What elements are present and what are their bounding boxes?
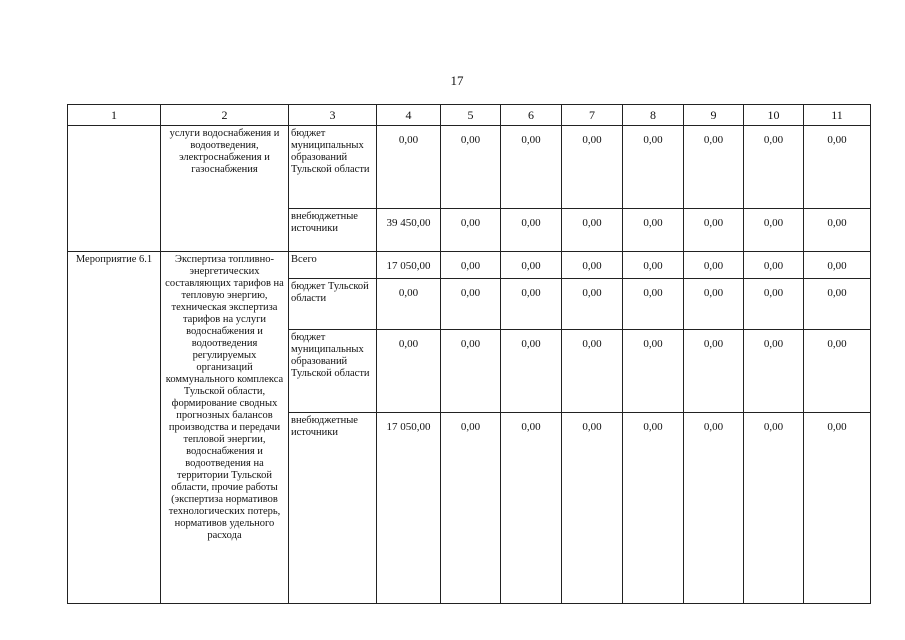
table-row xyxy=(68,252,871,279)
value-cell: 0,00 xyxy=(684,330,744,413)
value-cell: 0,00 xyxy=(684,209,744,252)
value-cell: 0,00 xyxy=(441,209,501,252)
table-row xyxy=(68,126,871,209)
funding-table xyxy=(67,104,871,604)
value-cell: 0,00 xyxy=(562,330,623,413)
value-cell: 0,00 xyxy=(377,279,441,330)
column-number-cell: 6 xyxy=(501,105,562,126)
description-cell: Экспертиза топливно-энергетических составляющих тарифов на тепловую энергию, техническая экспертиза тарифов на услуги водоснабжения и водоотведения регулируемых организаций коммунального комплекса Тульской области, формирование сводных прогнозных балансов производства и передачи тепловой энергии, водоснабжения и водоотведения на территории Тульской области, прочие работы (экспертиза нормативов технологических потерь, нормативов удельного расхода xyxy=(161,252,289,604)
column-number-cell: 5 xyxy=(441,105,501,126)
column-number-cell: 10 xyxy=(744,105,804,126)
funding-source-cell: бюджет муниципальных образований Тульской области xyxy=(289,330,377,413)
value-cell: 0,00 xyxy=(623,330,684,413)
funding-source-cell: внебюджетные источники xyxy=(289,413,377,604)
column-number-cell: 4 xyxy=(377,105,441,126)
value-cell: 0,00 xyxy=(744,279,804,330)
value-cell: 0,00 xyxy=(562,252,623,279)
value-cell: 0,00 xyxy=(804,252,871,279)
value-cell: 0,00 xyxy=(804,126,871,209)
value-cell: 0,00 xyxy=(501,330,562,413)
value-cell: 0,00 xyxy=(501,126,562,209)
column-number-cell: 3 xyxy=(289,105,377,126)
column-number-cell: 2 xyxy=(161,105,289,126)
value-cell: 0,00 xyxy=(804,413,871,604)
value-cell: 0,00 xyxy=(562,279,623,330)
value-cell: 0,00 xyxy=(441,279,501,330)
value-cell: 0,00 xyxy=(501,209,562,252)
funding-source-cell: Всего xyxy=(289,252,377,279)
value-cell: 17 050,00 xyxy=(377,413,441,604)
value-cell: 0,00 xyxy=(377,330,441,413)
value-cell: 0,00 xyxy=(562,126,623,209)
page-number: 17 xyxy=(450,73,464,88)
value-cell: 0,00 xyxy=(501,279,562,330)
column-number-cell: 9 xyxy=(684,105,744,126)
value-cell: 0,00 xyxy=(744,126,804,209)
funding-source-cell: внебюджетные источники xyxy=(289,209,377,252)
funding-source-cell: бюджет муниципальных образований Тульской области xyxy=(289,126,377,209)
column-number-cell: 8 xyxy=(623,105,684,126)
value-cell: 0,00 xyxy=(684,413,744,604)
value-cell: 0,00 xyxy=(623,252,684,279)
column-number-cell: 11 xyxy=(804,105,871,126)
value-cell: 0,00 xyxy=(623,126,684,209)
value-cell: 0,00 xyxy=(804,330,871,413)
value-cell: 0,00 xyxy=(562,209,623,252)
value-cell: 0,00 xyxy=(804,209,871,252)
value-cell: 0,00 xyxy=(562,413,623,604)
description-cell: услуги водоснабжения и водоотведения, электроснабжения и газоснабжения xyxy=(161,126,289,252)
value-cell: 0,00 xyxy=(501,413,562,604)
value-cell: 0,00 xyxy=(441,330,501,413)
value-cell: 0,00 xyxy=(744,413,804,604)
value-cell: 0,00 xyxy=(744,330,804,413)
column-number-cell: 7 xyxy=(562,105,623,126)
event-cell xyxy=(68,126,161,252)
value-cell: 0,00 xyxy=(623,413,684,604)
value-cell: 0,00 xyxy=(623,279,684,330)
value-cell: 39 450,00 xyxy=(377,209,441,252)
column-number-cell: 1 xyxy=(68,105,161,126)
value-cell: 0,00 xyxy=(441,413,501,604)
header-row xyxy=(68,105,871,126)
value-cell: 0,00 xyxy=(501,252,562,279)
value-cell: 0,00 xyxy=(441,126,501,209)
value-cell: 0,00 xyxy=(804,279,871,330)
value-cell: 0,00 xyxy=(377,126,441,209)
event-cell: Мероприятие 6.1 xyxy=(68,252,161,604)
value-cell: 0,00 xyxy=(744,252,804,279)
value-cell: 0,00 xyxy=(744,209,804,252)
value-cell: 0,00 xyxy=(441,252,501,279)
value-cell: 0,00 xyxy=(684,126,744,209)
value-cell: 0,00 xyxy=(623,209,684,252)
value-cell: 0,00 xyxy=(684,279,744,330)
value-cell: 0,00 xyxy=(684,252,744,279)
funding-source-cell: бюджет Тульской области xyxy=(289,279,377,330)
value-cell: 17 050,00 xyxy=(377,252,441,279)
